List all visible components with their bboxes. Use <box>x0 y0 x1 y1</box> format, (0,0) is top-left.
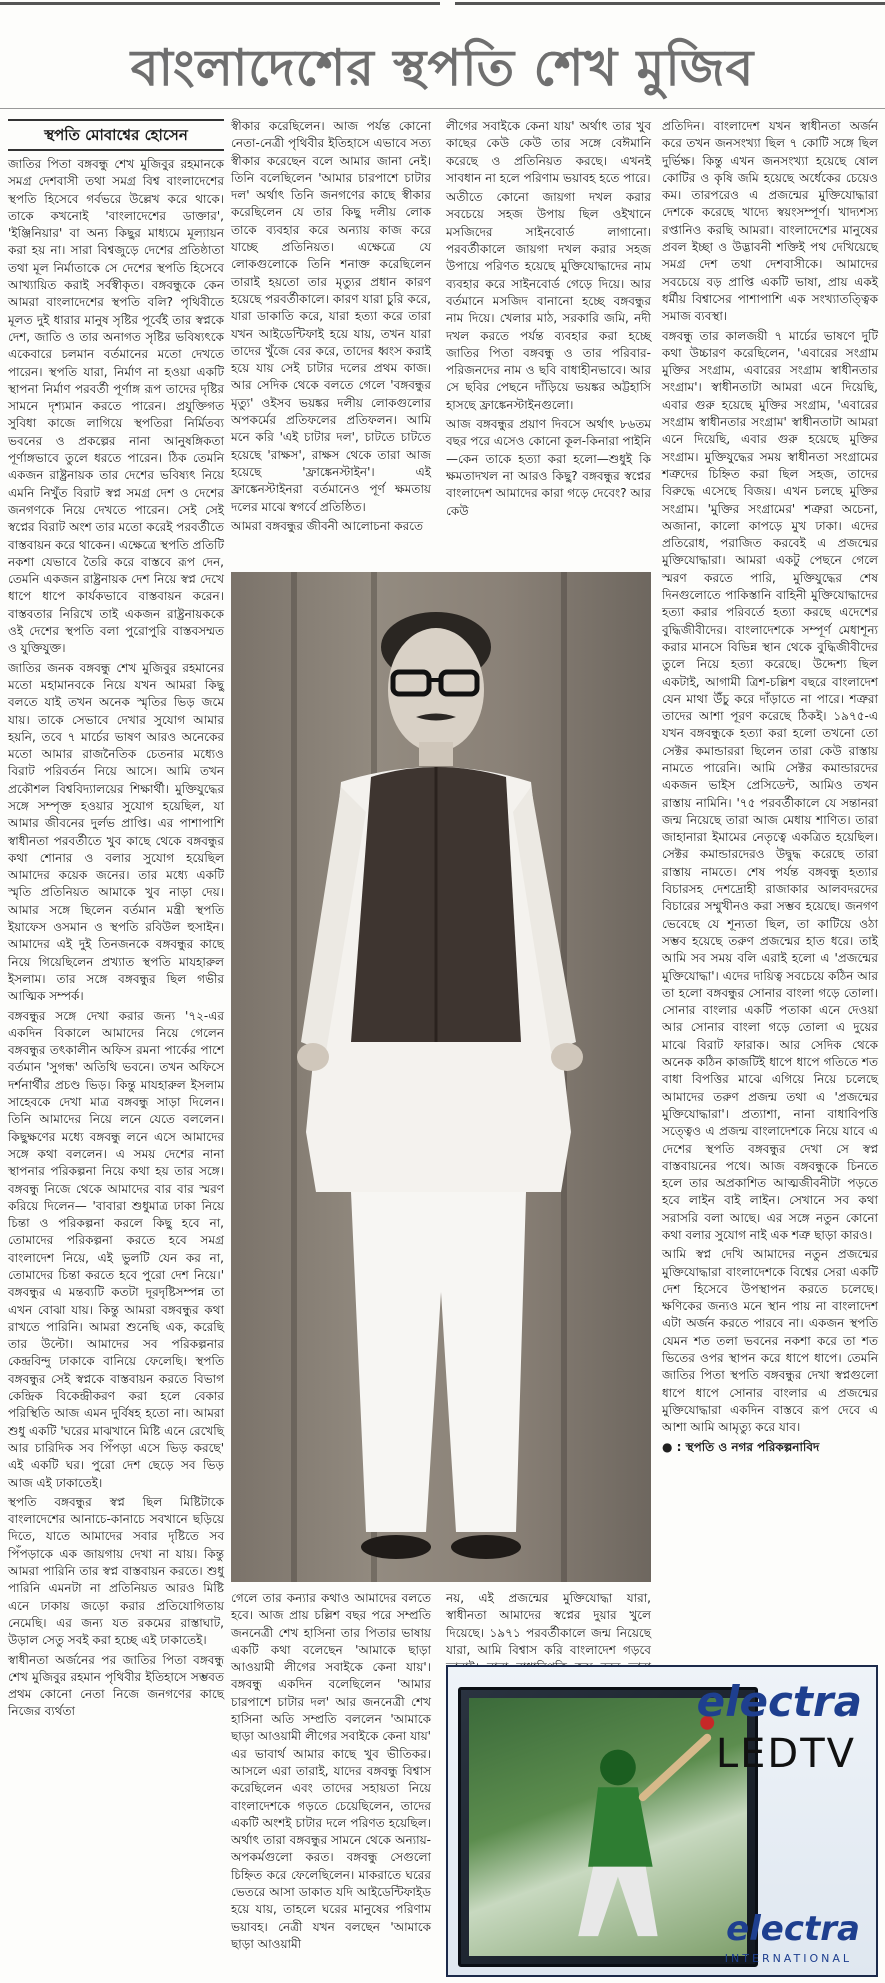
paragraph: বঙ্গবন্ধুর সঙ্গে দেখা করার জন্য '৭২-এর একদিন বিকালে আমাদের নিয়ে গেলেন বঙ্গবন্ধুর তৎকালীন অফিস রমনা পার্কের পাশে বর্তমান 'সুগন্ধ' অতিথি ভবনে। তখন অফিসে দর্শনার্থীর প্রচণ্ড ভিড়। কিন্তু মাযহারুল ইসলাম সাহেবকে দেখা মাত্র বঙ্গবন্ধু সাড়া দিলেন। তিনি আমাদের নিয়ে লনে যেতে বললেন। কিছুক্ষণের মধ্যে বঙ্গবন্ধু লনে এসে আমাদের সঙ্গে কথা বললেন। এ সময় দেশের নানা স্থাপনার পরিকল্পনা নিয়ে কথা হয় তার সঙ্গে। বঙ্গবন্ধু নিজে থেকে আমাদের বার বার স্মরণ করিয়ে দিলেন— 'বাবারা শুধুমাত্র ঢাকা নিয়ে চিন্তা ও পরিকল্পনা করলে কিছু হবে না, তোমাদের পরিকল্পনা করতে হবে সমগ্র বাংলাদেশ নিয়ে, এই ভুলটি যেন কর না, তোমাদের চিন্তা করতে হবে পুরো দেশ নিয়ে।' বঙ্গবন্ধুর এ মন্তব্যটি কতটা দূরদৃষ্টিসম্পন্ন তা এখন বোঝা যায়। কিন্তু আমরা বঙ্গবন্ধুর কথা রাখতে পারিনি। আমরা শুনেছি এক, করেছি তার উল্টো। আমাদের সব পরিকল্পনার কেন্দ্রবিন্দু ঢাকাকে বানিয়ে ফেলেছি। স্থপতি বঙ্গবন্ধুর সেই স্বপ্নকে বাস্তবায়ন করতে বিভাগ কেন্দ্রিক বিকেন্দ্রীকরণ করা হলে বেকার পরিস্থিতি আজ এমন দুর্বিষহ হতো না। আমরা শুধু একটি 'ঘরের মাঝখানে মিষ্টি এনে রেখেছি আর চারিদিক সব পিঁপড়া এসে ভিড় করছে' এই একটি ঘর। পুরো দেশ ছেড়ে সব ভিড় আজ এই ঢাকাতেই। <box>8 1008 224 1490</box>
paragraph: স্বীকার করেছিলেন। আজ পর্যন্ত কোনো নেতা-নেত্রী পৃথিবীর ইতিহাসে এভাবে সত্য স্বীকার করেছেন বলে আমার জানা নেই। তিনি বলেছিলেন 'আমার চারপাশে চাটার দল' অর্থাৎ তিনি জনগণের কাছে স্বীকার করেছিলেন যে তার কিছু দলীয় লোক তাকে ব্যবহার করে অন্যায় কাজ করে যাচ্ছে প্রতিনিয়ত। এক্ষেত্রে যে লোকগুলোকে তিনি শনাক্ত করেছিলেন তারাই হয়তো তার মৃত্যুর প্রধান কারণ হয়েছে পরবর্তীকালে। কারণ যারা চুরি করে, যারা ডাকাতি করে, যারা হত্যা করে তারা যখন আইডেন্টিফাই হয়ে যায়, তখন যারা তাদের খুঁজে বের করে, তাদের ধ্বংস করাই হয়ে যায় সেই চাটার দলের প্রথম কাজ। আর সেদিক থেকে বলতে গেলে 'বঙ্গবন্ধুর মৃত্যু' ওইসব ভয়ঙ্কর দলীয় লোকগুলোর অপকর্মের প্রতিফলের প্রতিফলন। আমি মনে করি 'এই চাটার দল', চাটতে চাটতে হয়েছে 'রাক্ষস', রাক্ষস থেকে তারা আজ হয়েছে 'ফ্রাঙ্কেনস্টাইন'। এই ফ্রাঙ্কেনস্টাইনরা বর্তমানেও পূর্ণ ক্ষমতায় দলের মাঝে স্বগর্বে প্রতিষ্ঠিত। <box>231 119 431 514</box>
headline-rule <box>0 108 885 109</box>
paragraph: প্রতিদিন। বাংলাদেশ যখন স্বাধীনতা অর্জন করে তখন জনসংখ্যা ছিল ৭ কোটি সঙ্গে ছিল দুর্ভিক্ষ। কিন্তু এখন জনসংখ্যা হয়েছে ষোল কোটির ও কৃষি জমি হয়েছে অর্ধেকের চেয়েও কম। তারপরেও এ প্রজন্মের মুক্তিযোদ্ধারা দেশকে করেছে খাদ্যে স্বয়ংসম্পূর্ণ। খাদ্যশস্য রপ্তানিও করছি আমরা। বাংলাদেশের মানুষের প্রবল ইচ্ছা ও উদ্ভাবনী শক্তিই পথ দেখিয়েছে সমগ্র দেশ তথা দেশবাসীকে। আমাদের সবচেয়ে বড় প্রাপ্তি একটি ভাষা, প্রায় একই ধর্মীয় বিশ্বাসের পাশাপাশি এক সংখ্যাতত্ত্বিক সমাজ ব্যবস্থা। <box>662 119 878 324</box>
portrait-photo <box>231 572 651 1582</box>
author-note: ● : স্থপতি ও নগর পরিকল্পনাবিদ <box>662 1439 820 1454</box>
paragraph: অতীতে কোনো জায়গা দখল করার সবচেয়ে সহজ উপায় ছিল ওইখানে মসজিদের সাইনবোর্ড লাগানো। পরবর্তীকালে জায়গা দখল করার সহজ উপায়ে পরিণত হয়েছে মুক্তিযোদ্ধাদের নাম ব্যবহার করে সাইনবোর্ড গেড়ে দিয়ে। আর বর্তমানে মসজিদ বানানো হচ্ছে বঙ্গবন্ধুর নাম দিয়ে। খেলার মাঠ, সরকারি জমি, নদী দখল করতে পর্যন্ত ব্যবহার করা হচ্ছে জাতির পিতা বঙ্গবন্ধু ও তার পরিবার-পরিজনদের নাম ও ছবি বাধাহীনভাবে। আর সে ছবির পেছনে দাঁড়িয়ে ভয়ঙ্কর অট্টহাসি হাসছে ফ্রাঙ্কেনস্টাইনগুলো। <box>446 190 651 412</box>
paragraph: নয়, এই প্রজন্মের মুক্তিযোদ্ধা যারা, স্বাধীনতা আমাদের স্বপ্নের দুয়ার খুলে দিয়েছে। ১৯৭১ পরবর্তীকালে জন্ম নিয়েছে যারা, আমি বিশ্বাস করি বাংলাদেশ গড়বে <box>446 1591 651 1657</box>
paragraph: জাতির পিতা বঙ্গবন্ধু শেখ মুজিবুর রহমানকে সমগ্র দেশবাসী তথা সমগ্র বিশ্ব বাংলাদেশের স্থপতি হিসেবে গর্বভরে উল্লেখ করে থাকে। তাকে কখনোই 'বাংলাদেশের ডাক্তার', 'ইঞ্জিনিয়ার' বা অন্য কিছুর মাধ্যমে মূল্যায়ন করা হয় না। সারা বিশ্বজুড়ে দেশের প্রতিষ্ঠাতা তথা মূল নির্মাতাকে সে দেশের স্থপতি হিসেবে আখ্যায়িত করাই সর্বস্বীকৃত। বঙ্গবন্ধুকে কেন আমরা বাংলাদেশের স্থপতি বলি? পৃথিবীতে মূলত দুই ধারার মানুষ সৃষ্টির পূর্বেই তার স্বপ্নকে দেশ, জাতি ও তার অনাগত সৃষ্টির ভবিষ্যৎকে একেবারে চলমান বর্তমানের মতো দেখতে পারেন। স্থপতি যারা, নির্মাণ না হওয়া একটি স্থাপনা নির্মাণ পরবর্তী পূর্ণাঙ্গ রূপ তাদের দৃষ্টির সামনে দৃশ্যমান করতে পারেন। প্রযুক্তিগত সুবিধা কাজে লাগিয়ে স্থপতিরা নির্মিতব্য ভবনের ও প্রকল্পের নানা আনুষঙ্গিকতা পূর্ণাঙ্গভাবে তুলে ধরতে পারেন। ঠিক তেমনি একজন রাষ্ট্রনায়ক তার দেশের ভবিষ্যৎ নিয়ে এমনি নিখুঁত বিরাট স্বপ্ন সমগ্র দেশ ও দেশের জনগণকে নিয়ে দেখতে পারেন। সেই সেই স্বপ্নের বিরাট অংশ তার মতো করেই পরবর্তীতে বাস্তবায়ন করে থাকেন। এক্ষেত্রে স্থপতি প্রতিটি নকশা যেভাবে তৈরি করে বাস্তবে রূপ দেন, তেমনি একজন রাষ্ট্রনায়ক দেশ নিয়ে স্বপ্ন দেখে ধাপে ধাপে কার্যকভাবে বাস্তবায়ন করেন। বাস্তবতার নিরিখে তাই একজন রাষ্ট্রনায়ককে ওই দেশের স্থপতি বলা পুরোপুরি বাস্তবসম্মত ও যুক্তিযুক্ত। <box>8 157 224 656</box>
article-column-2-bottom <box>231 1590 431 1978</box>
article-column-4 <box>662 118 878 1658</box>
paragraph: স্বাধীনতা অর্জনের পর জাতির পিতা বঙ্গবন্ধু শেখ মুজিবুর রহমান পৃথিবীর ইতিহাসে সম্ভবত প্রথম কোনো নেতা নিজে জনগণের কাছে নিজের ব্যর্থতা <box>8 1652 224 1719</box>
ad-product-name: LEDTV <box>715 1731 856 1777</box>
tv-screen <box>469 1698 747 1956</box>
article-column-1 <box>8 156 224 1978</box>
paragraph: গেলে তার কন্যার কথাও আমাদের বলতে হবে। আজ প্রায় চল্লিশ বছর পরে সম্প্রতি জননেত্রী শেখ হাসিনা তার পিতার ভাষায় একটি কথা বলেছেন 'আমাকে ছাড়া আওয়ামী লীগের সবাইকে কেনা যায়'। বঙ্গবন্ধু একদিন বলেছিলেন 'আমার চারপাশে চাটার দল' আর জননেত্রী শেখ হাসিনা অতি সম্প্রতি বললেন 'আমাকে ছাড়া আওয়ামী লীগের সবাইকে কেনা যায়' এর ভাবার্থ আমার কাছে খুব ভীতিকর। আসলে এরা তারাই, যাদের বঙ্গবন্ধু বিশ্বাস করেছিলেন এবং তাদের সহায়তা নিয়ে বাংলাদেশকে গড়তে চেয়েছিলেন, তাদের একটি অংশই চাটার দলে পরিণত হয়েছিল। অর্থাৎ তারা বঙ্গবন্ধুর সামনে থেকে অন্যায়-অপকর্মগুলো করত। বঙ্গবন্ধু সেগুলো চিহ্নিত করে ফেলেছিলেন। মাকরাতে ঘরের ভেতরে আসা ডাকাত যদি আইডেন্টিফাইড হয়ে যায়, তাহলে ঘরের মানুষের পরিণাম ভয়াবহ। নেত্রী যখন বলছেন 'আমাকে ছাড়া আওয়ামী <box>231 1591 431 1951</box>
electra-advertisement[interactable] <box>446 1665 878 1977</box>
article-column-3-top <box>446 118 651 568</box>
ad-tagline: INTERNATIONAL <box>724 1952 852 1965</box>
headline: বাংলাদেশের স্থপতি শেখ মুজিব <box>130 38 755 97</box>
paragraph: আমি স্বপ্ন দেখি আমাদের নতুন প্রজন্মের মুক্তিযোদ্ধারা বাংলাদেশকে বিশ্বের সেরা একটি দেশ হিসেবে উপস্থাপন করতে চলেছে। ক্ষণিকের জন্যও মনে স্থান পায় না বাংলাদেশ এটা অর্জন করতে পারবে না। একজন স্থপতি যেমন শত তলা ভবনের নকশা করে তা শত ভিতের ওপর স্থাপন করে ধাপে ধাপে। তেমনি জাতির পিতা স্থপতি বঙ্গবন্ধুর দেখা স্বপ্নগুলো ধাপে ধাপে সোনার বাংলার এ প্রজন্মের মুক্তিযোদ্ধারা একদিন বাস্তবে রূপ দেবে এ আশা আমি আমৃত্যু করে যাব। <box>662 1247 878 1435</box>
ad-footer-logo: electra <box>726 1909 860 1949</box>
paragraph: লীগের সবাইকে কেনা যায়' অর্থাৎ তার খুব কাছের কেউ কেউ তার সঙ্গে বেঈমানি করেছে ও প্রতিনিয়ত করছে। এখনই সাবধান না হলে পরিণাম ভয়াবহ হতে পারে। <box>446 119 651 185</box>
portrait-figure <box>231 572 651 1582</box>
article-column-2-top <box>231 118 431 568</box>
byline: স্থপতি মোবাশ্বের হোসেন <box>8 119 224 151</box>
ad-brand-logo: electra <box>696 1677 862 1726</box>
paragraph: বঙ্গবন্ধু তার কালজয়ী ৭ মার্চের ভাষণে দুটি কথা উচ্চারণ করেছিলেন, 'এবারের সংগ্রাম মুক্তির সংগ্রাম, এবারের সংগ্রাম স্বাধীনতার সংগ্রাম'। স্বাধীনতাটা আমরা এনে দিয়েছি, এবার গুরু হয়েছে মুক্তির সংগ্রাম, 'এবারের সংগ্রাম স্বাধীনতার সংগ্রাম' স্বাধীনতাটা আমরা এনে দিয়েছি, এবার গুরু হয়েছে মুক্তির সংগ্রাম। মুক্তিযুদ্ধের সময় স্বাধীনতা সংগ্রামের শত্রুদের চিহ্নিত করা ছিল সহজ, তাদের বিরুদ্ধে এসেছে বিজয়। এখন চলছে মুক্তির সংগ্রাম। 'মুক্তির সংগ্রামের' শত্রুরা অচেনা, অজানা, কালো কাপড়ে মুখ ঢাকা। এদের প্রতিরোধ, পরাজিত করবেই এ প্রজন্মের মুক্তিযোদ্ধারা। আমরা একটু পেছনে গেলে স্মরণ করতে পারি, মুক্তিযুদ্ধের শেষ দিনগুলোতে পাকিস্তানি বাহিনী মুক্তিযোদ্ধাদের হত্যা করার পরিবর্তে হত্যা করছে এদেশের বুদ্ধিজীবীদের। বাংলাদেশকে সম্পূর্ণ মেধাশূন্য করার মানসে বিভিন্ন স্থান থেকে বুদ্ধিজীবীদের তুলে নিয়ে হত্যা করেছে। উদ্দেশ্য ছিল একটাই, আগামী ত্রিশ-চল্লিশ বছরে বাংলাদেশ যেন মাথা উঁচু করে দাঁড়াতে না পারে। শত্রুরা তাদের আশা পূরণ করেছে ঠিকই। ১৯৭৫-এ যখন বঙ্গবন্ধুকে হত্যা করা হলো তখনো তো সেক্টর কমান্ডাররা ছিলেন তারা কেউ রাস্তায় নামতে পারেনি। আমি সেক্টর কমান্ডারদের একজন ভাইস প্রেসিডেন্ট, আমিও তখন রাস্তায় নামিনি। '৭৫ পরবর্তীকালে যে সন্তানরা জন্ম নিয়েছে তারা আজ মেধায় শাণিত। তারা জাহানারা ইমামের নেতৃত্বে একত্রিত হয়েছিল। সেক্টর কমান্ডারদেরও উদ্বুদ্ধ করেছে তারা রাস্তায় নামতে। শেষ পর্যন্ত বঙ্গবন্ধু হত্যার বিচারসহ দেশদ্রোহী রাজাকার আলবদরদের বিচারের সম্মুখীনও করা সম্ভব হয়েছে। জনগণ ভেবেছে যে শূন্যতা ছিল, তা কাটিয়ে ওঠা সম্ভব হয়েছে তরুণ প্রজন্মের হাত ধরে। তাই আমি সব সময় বলি এরাই হলো এ 'প্রজন্মের মুক্তিযোদ্ধা'। এদের দায়িত্ব সবচেয়ে কঠিন আর তা হলো বঙ্গবন্ধুর সোনার বাংলা গড়ে তোলা। সোনার বাংলার একটি পতাকা এনে দেওয়া আর সোনার বাংলা গড়ে তোলা এ দুয়ের মাঝে বিরাট ফারাক। আর সেদিক থেকে অনেক কঠিন কাজটিই ধাপে ধাপে গতিতে শত বাধা বিপত্তির মাঝে এগিয়ে নিয়ে চলেছে আমাদের তরুণ প্রজন্ম তথা এ 'প্রজন্মের মুক্তিযোদ্ধারা'। প্রত্যাশা, নানা বাধাবিপত্তি সত্ত্বেও এ প্রজন্ম বাংলাদেশকে নিয়ে যাবে এ দেশের স্থপতি বঙ্গবন্ধুর দেখা সে স্বপ্ন বাস্তবায়নের পথে। আজ বঙ্গবন্ধুকে চিনতে হলে তার অপ্রকাশিত আত্মজীবনীটা পড়তে হবে লাইন বাই লাইন। সেখানে সব কথা সরাসরি বলা আছে। এর সঙ্গে নতুন কোনো কথা বলার সুযোগ নাই এক শত্রু ছাড়া কারও। <box>662 328 878 1242</box>
article-column-3-bottom <box>446 1590 651 1660</box>
cricket-player-icon <box>469 1698 747 1956</box>
tv-image <box>458 1687 758 1967</box>
top-rule-left <box>0 2 440 5</box>
paragraph: স্থপতি বঙ্গবন্ধুর স্বপ্ন ছিল মিষ্টিটাকে বাংলাদেশের আনাচে-কানাচে সবখানে ছড়িয়ে দিতে, যাতে আমাদের সবার দৃষ্টিতে সব পিঁপড়াকে এক জায়গায় দেখা না যায়। কিন্তু আমরা পারিনি তার স্বপ্ন বাস্তবায়ন করতে। শুধু পারিনি এমনটা না প্রতিনিয়ত আরও মিষ্টি এনে ঢাকায় জড়ো করার প্রতিযোগিতায় নেমেছি। এর জন্য যত রকমের রাস্তাঘাট, উড়াল সেতু সবই করা হচ্ছে এই ঢাকাতেই। <box>8 1494 224 1648</box>
top-rule-right <box>455 2 885 5</box>
paragraph: আমরা বঙ্গবন্ধুর জীবনী আলোচনা করতে <box>231 518 424 533</box>
paragraph: আজ বঙ্গবন্ধুর প্রয়াণ দিবসে অর্থাৎ ৮৬তম বছর পরে এসেও কোনো কূল-কিনারা পাইনি—কেন তাকে হত্যা করা হলো—শুধুই কি ক্ষমতাদখল না আরও কিছু? বঙ্গবন্ধুর স্বপ্নের বাংলাদেশ আমাদের কারা গড়ে দেবেং? আর কেউ <box>446 417 651 518</box>
paragraph: জাতির জনক বঙ্গবন্ধু শেখ মুজিবুর রহমানের মতো মহামানবকে নিয়ে যখন আমরা কিছু বলতে যাই তখন অনেক স্মৃতির ভিড় জমে যায়। তাকে সেভাবে দেখার সুযোগ আমার হয়নি, তবে ৭ মার্চের ভাষণ আরও অনেকের মতো আমার রাজনৈতিক চেতনার মধ্যেও বিরাট পরিবর্তন নিয়ে আসে। আমি তখন প্রকৌশল বিশ্ববিদ্যালয়ের শিক্ষার্থী। মুক্তিযুদ্ধের সঙ্গে সম্পৃক্ত হওয়ার সুযোগ হয়েছিল, যা আমার জীবনের দুর্লভ প্রাপ্তি। এর পাশাপাশি স্বাধীনতা পরবর্তীতে খুব কাছে থেকে বঙ্গবন্ধুর কথা শোনার ও বলার সুযোগ হয়েছিল আমাদের কয়েক জনের। তার মধ্যে একটি স্মৃতি প্রতিনিয়ত আমাকে খুব নাড়া দেয়। আমার সঙ্গে ছিলেন বর্তমান মন্ত্রী স্থপতি ইয়াফেস ওসমান ও স্থপতি রবিউল হুসাইন। আমাদের এই দুই তিনজনকে বঙ্গবন্ধুর কাছে নিয়ে গিয়েছিলেন প্রখ্যাত স্থপতি মাযহারুল ইসলাম। তার সঙ্গে বঙ্গবন্ধুর ছিল গভীর আত্মিক সম্পর্ক। <box>8 660 224 1004</box>
